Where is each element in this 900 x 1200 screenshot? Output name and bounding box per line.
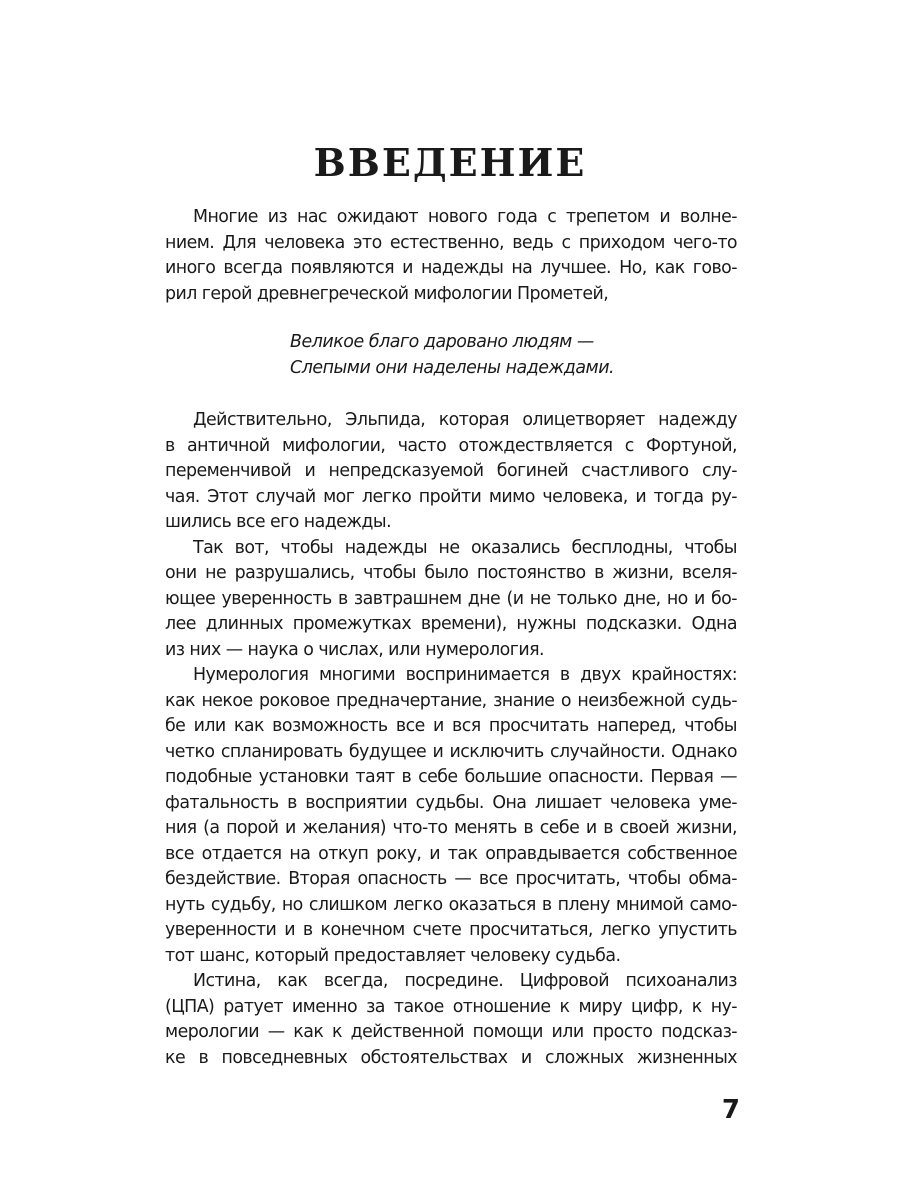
text-line: переменчивой и непредсказуемой богиней счастливого слу- [165,461,737,481]
text-line: мерологии — как к действенной помощи или просто подсказ- [165,1022,737,1042]
text-line: (ЦПА) ратует именно за такое отношение к миру цифр, к ну- [165,996,737,1017]
text-line: тот шанс, который предоставляет человеку судьба. [165,945,621,966]
text-line: бездействие. Вторая опасность — все просчитать, чтобы обма- [165,869,737,889]
text-line: как некое роковое предначертание, знание о неизбежной судь- [165,690,737,711]
intro-paragraph [165,205,737,307]
text-line: шились все его надежды. [165,512,392,532]
text-line: ке в повседневных обстоятельствах и сложных жизненных [165,1047,737,1068]
text-line: Многие из нас ожидают нового года с трепетом и волне- [193,207,737,227]
text-line: все отдается на откуп року, и так оправдывается собственное [165,843,737,864]
text-line: четко спланировать будущее и исключить случайности. Однако [165,741,737,762]
text-line: они не разрушались, чтобы было постоянство в жизни, вселя- [165,563,737,583]
text-line: Нумерология многими воспринимается в двух крайностях: [193,665,737,685]
text-line: уверенности и в конечном счете просчитаться, легко упустить [165,920,737,940]
text-line: бе или как возможность все и вся просчитать наперед, чтобы [165,716,737,736]
text-line: рил герой древнегреческой мифологии Прометей, [165,283,609,304]
epigraph-quote [290,330,710,381]
text-line: лее длинных промежутках времени), нужны подсказки. Одна [165,614,737,634]
text-line: Так вот, чтобы надежды не оказались бесплодны, чтобы [193,537,737,558]
text-line: нием. Для человека это естественно, ведь с приходом чего-то [165,232,737,253]
text-line: подобные установки таят в себе большие опасности. Первая — [165,767,737,787]
text-line: Истина, как всегда, посредине. Цифровой психоанализ [193,971,737,991]
text-line: ния (а порой и желания) что-то менять в себе и в своей жизни, [165,818,737,838]
text-line: нуть судьбу, но слишком легко оказаться в плену мнимой само- [165,894,737,915]
text-line: фатальность в восприятии судьбы. Она лишает человека уме- [165,792,737,813]
text-line: ющее уверенность в завтрашнем дне (и не только дне, но и бо- [165,588,737,609]
page-number: 7 [721,1095,740,1125]
quote-line: Слепыми они наделены надеждами. [290,357,615,378]
text-line: иного всегда появляются и надежды на лучшее. Но, как гово- [165,258,737,278]
text-line: из них — наука о числах, или нумерология. [165,639,544,660]
text-line: в античной мифологии, часто отождествляется с Фортуной, [165,435,737,456]
chapter-title: ВВЕДЕНИЕ [313,140,587,185]
quote-line: Великое благо даровано людям — [290,332,594,352]
text-line: чая. Этот случай мог легко пройти мимо человека, и тогда ру- [165,486,737,507]
text-line: Действительно, Эльпида, которая олицетворяет надежду [193,410,737,430]
main-text [165,408,737,1071]
